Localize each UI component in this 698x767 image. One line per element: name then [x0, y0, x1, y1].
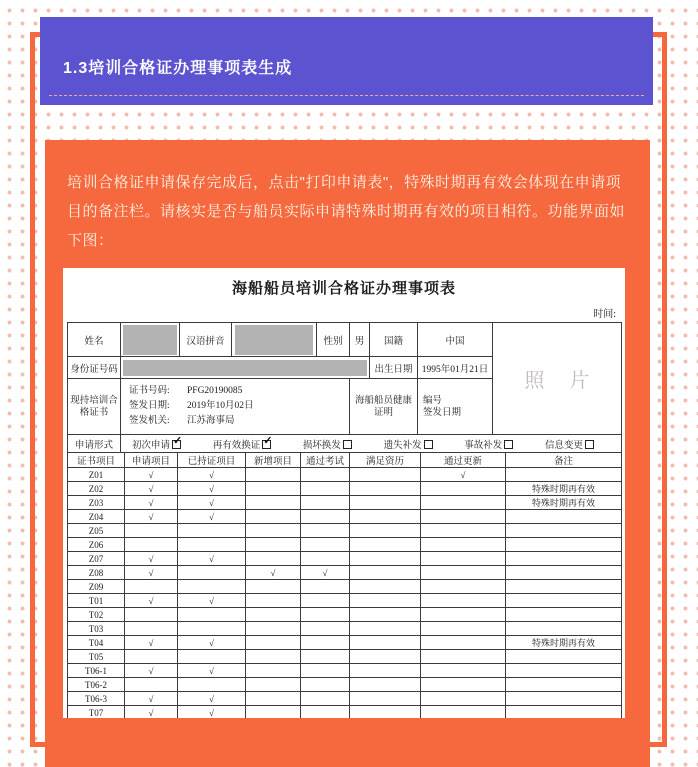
item-remark [506, 692, 622, 706]
apply-option [212, 434, 273, 451]
item-empty-cell [350, 482, 421, 496]
item-empty-cell [246, 622, 301, 636]
item-check-mark: √ [125, 692, 178, 706]
apply-option [545, 437, 594, 451]
item-empty-cell [246, 496, 301, 510]
item-check-mark: √ [125, 566, 178, 580]
apply-option [464, 437, 513, 451]
item-remark [506, 566, 622, 580]
nationality-label: 国籍 [370, 323, 418, 357]
item-empty-cell [246, 524, 301, 538]
issue-date-label: 签发日期: [129, 401, 170, 411]
apply-option-label: 事故补发 [464, 440, 503, 451]
item-empty-cell [178, 678, 246, 692]
id-number-label: 身份证号码 [68, 357, 121, 379]
item-code: Z04 [68, 510, 125, 524]
items-row [68, 622, 622, 636]
item-code: T01 [68, 594, 125, 608]
item-empty-cell [350, 552, 421, 566]
item-empty-cell [125, 650, 178, 664]
item-empty-cell [246, 664, 301, 678]
item-check-mark: √ [178, 636, 246, 650]
item-empty-cell [125, 622, 178, 636]
item-empty-cell [421, 482, 506, 496]
item-empty-cell [178, 566, 246, 580]
item-remark [506, 538, 622, 552]
checkbox-unchecked-icon [424, 440, 433, 449]
checkbox-unchecked-icon [585, 440, 594, 449]
item-empty-cell [125, 608, 178, 622]
items-row [68, 468, 622, 482]
item-empty-cell [301, 482, 350, 496]
item-remark [506, 608, 622, 622]
apply-option-label: 再有效换证 [212, 440, 261, 451]
item-remark [506, 552, 622, 566]
item-empty-cell [350, 636, 421, 650]
item-empty-cell [178, 650, 246, 664]
apply-option-label: 初次申请 [132, 440, 171, 451]
items-row [68, 650, 622, 664]
item-empty-cell [178, 538, 246, 552]
apply-type-label: 申请形式 [68, 435, 121, 453]
item-empty-cell [246, 510, 301, 524]
pinyin-value-redacted [232, 323, 317, 357]
item-code: T06-3 [68, 692, 125, 706]
item-empty-cell [125, 580, 178, 594]
items-row [68, 524, 622, 538]
item-empty-cell [301, 650, 350, 664]
item-empty-cell [301, 524, 350, 538]
item-check-mark: √ [178, 594, 246, 608]
pinyin-label: 汉语拼音 [180, 323, 232, 357]
item-empty-cell [246, 482, 301, 496]
item-empty-cell [350, 664, 421, 678]
item-check-mark: √ [421, 468, 506, 482]
item-empty-cell [421, 538, 506, 552]
gender-value: 男 [350, 323, 370, 357]
item-empty-cell [350, 608, 421, 622]
item-empty-cell [301, 706, 350, 719]
checkbox-unchecked-icon [504, 440, 513, 449]
item-empty-cell [246, 468, 301, 482]
item-empty-cell [178, 580, 246, 594]
items-row [68, 636, 622, 650]
item-remark [506, 678, 622, 692]
item-empty-cell [421, 636, 506, 650]
personal-info-table [67, 322, 622, 435]
photo-placeholder: 照 片 [493, 323, 622, 435]
item-remark [506, 650, 622, 664]
item-check-mark: √ [125, 636, 178, 650]
items-row [68, 608, 622, 622]
items-row [68, 538, 622, 552]
item-empty-cell [301, 594, 350, 608]
item-empty-cell [246, 678, 301, 692]
cert-items-table [67, 452, 622, 718]
item-empty-cell [178, 608, 246, 622]
items-row [68, 678, 622, 692]
health-cert-label: 海船船员健康证明 [350, 379, 418, 435]
items-column-header: 满足资历 [350, 453, 421, 468]
redaction-box [123, 325, 177, 355]
item-empty-cell [301, 496, 350, 510]
current-cert-label: 现持培训合格证书 [68, 379, 121, 435]
item-empty-cell [246, 594, 301, 608]
item-code: Z07 [68, 552, 125, 566]
apply-option [132, 434, 183, 451]
checkbox-checked-icon [172, 434, 183, 449]
item-empty-cell [350, 566, 421, 580]
items-row [68, 510, 622, 524]
item-empty-cell [350, 650, 421, 664]
items-column-header: 申请项目 [125, 453, 178, 468]
nationality-value: 中国 [418, 323, 493, 357]
item-check-mark: √ [125, 594, 178, 608]
item-empty-cell [421, 580, 506, 594]
health-date-label: 签发日期 [423, 407, 462, 418]
items-column-header: 已持证项目 [178, 453, 246, 468]
form-screenshot [63, 268, 625, 718]
checkbox-checked-icon [262, 434, 273, 449]
items-row [68, 692, 622, 706]
item-empty-cell [421, 594, 506, 608]
item-empty-cell [301, 510, 350, 524]
item-empty-cell [246, 636, 301, 650]
item-check-mark: √ [301, 566, 350, 580]
item-check-mark: √ [178, 496, 246, 510]
item-empty-cell [246, 538, 301, 552]
item-empty-cell [301, 580, 350, 594]
item-empty-cell [421, 706, 506, 719]
item-empty-cell [421, 552, 506, 566]
item-empty-cell [125, 678, 178, 692]
item-empty-cell [301, 468, 350, 482]
items-row [68, 552, 622, 566]
item-check-mark: √ [178, 482, 246, 496]
item-empty-cell [350, 510, 421, 524]
item-code: T02 [68, 608, 125, 622]
apply-option-label: 信息变更 [544, 440, 583, 451]
item-empty-cell [301, 622, 350, 636]
item-remark [506, 510, 622, 524]
item-empty-cell [125, 524, 178, 538]
current-cert-details [121, 379, 350, 435]
items-column-header: 证书项目 [68, 453, 125, 468]
item-empty-cell [178, 622, 246, 636]
health-cert-fields [418, 379, 493, 435]
content-panel [45, 140, 650, 767]
item-empty-cell [301, 608, 350, 622]
apply-option [303, 437, 352, 451]
apply-type-options [121, 435, 622, 453]
id-number-redacted [121, 357, 370, 379]
items-row [68, 594, 622, 608]
item-empty-cell [350, 538, 421, 552]
item-empty-cell [421, 622, 506, 636]
item-check-mark: √ [125, 468, 178, 482]
item-code: T04 [68, 636, 125, 650]
item-remark [506, 622, 622, 636]
item-remark [506, 664, 622, 678]
cert-no-label: 证书号码: [129, 386, 170, 396]
section-banner [40, 17, 653, 105]
item-remark [506, 468, 622, 482]
item-empty-cell [421, 608, 506, 622]
items-row [68, 566, 622, 580]
items-column-header: 新增项目 [246, 453, 301, 468]
item-empty-cell [350, 706, 421, 719]
item-check-mark: √ [125, 706, 178, 719]
items-row [68, 580, 622, 594]
items-row [68, 496, 622, 510]
items-column-header: 通过更新 [421, 453, 506, 468]
form-title: 海船船员培训合格证办理事项表 [231, 281, 456, 297]
item-check-mark: √ [178, 468, 246, 482]
section-title: 1.3培训合格证办理事项表生成 [63, 60, 293, 77]
item-code: Z05 [68, 524, 125, 538]
item-code: Z01 [68, 468, 125, 482]
item-code: Z02 [68, 482, 125, 496]
item-empty-cell [350, 594, 421, 608]
item-code: Z09 [68, 580, 125, 594]
item-check-mark: √ [125, 510, 178, 524]
item-empty-cell [301, 552, 350, 566]
item-remark: 特殊时期再有效 [506, 482, 622, 496]
item-code: T03 [68, 622, 125, 636]
items-column-header: 备注 [506, 453, 622, 468]
check-mark-icon: ✓ [173, 434, 183, 447]
issue-org-label: 签发机关: [129, 416, 170, 426]
checkbox-unchecked-icon [343, 440, 352, 449]
item-check-mark: √ [178, 692, 246, 706]
item-remark [506, 706, 622, 719]
birth-date-value: 1995年01月21日 [418, 357, 493, 379]
item-empty-cell [246, 650, 301, 664]
item-empty-cell [421, 510, 506, 524]
item-code: T06-2 [68, 678, 125, 692]
item-empty-cell [350, 468, 421, 482]
redaction-box [235, 325, 314, 355]
cert-no-value: PFG20190085 [187, 386, 243, 396]
item-code: T05 [68, 650, 125, 664]
redaction-box [123, 360, 367, 376]
name-value-redacted [121, 323, 180, 357]
item-empty-cell [421, 524, 506, 538]
issue-date-value: 2019年10月02日 [187, 401, 254, 411]
item-code: Z06 [68, 538, 125, 552]
item-check-mark: √ [178, 664, 246, 678]
items-row [68, 664, 622, 678]
item-empty-cell [350, 622, 421, 636]
item-empty-cell [246, 552, 301, 566]
health-no-label: 编号 [423, 395, 443, 406]
items-row [68, 706, 622, 719]
item-check-mark: √ [125, 664, 178, 678]
gender-label: 性别 [317, 323, 350, 357]
apply-option-label: 遗失补发 [383, 440, 422, 451]
apply-option-label: 损坏换发 [302, 440, 341, 451]
item-code: T06-1 [68, 664, 125, 678]
items-header-row [68, 453, 622, 468]
item-empty-cell [350, 524, 421, 538]
item-check-mark: √ [246, 566, 301, 580]
item-remark: 特殊时期再有效 [506, 636, 622, 650]
item-code: Z08 [68, 566, 125, 580]
items-row [68, 482, 622, 496]
item-empty-cell [246, 608, 301, 622]
item-code: T07 [68, 706, 125, 719]
item-empty-cell [301, 538, 350, 552]
item-empty-cell [246, 692, 301, 706]
item-check-mark: √ [178, 706, 246, 719]
item-empty-cell [350, 678, 421, 692]
apply-option [384, 437, 433, 451]
item-check-mark: √ [125, 552, 178, 566]
item-empty-cell [421, 566, 506, 580]
item-remark [506, 594, 622, 608]
item-empty-cell [301, 664, 350, 678]
item-empty-cell [301, 678, 350, 692]
item-empty-cell [350, 580, 421, 594]
item-empty-cell [421, 664, 506, 678]
item-empty-cell [125, 538, 178, 552]
item-empty-cell [421, 692, 506, 706]
item-empty-cell [301, 636, 350, 650]
item-check-mark: √ [178, 510, 246, 524]
item-empty-cell [421, 496, 506, 510]
item-check-mark: √ [178, 552, 246, 566]
item-remark [506, 524, 622, 538]
item-check-mark: √ [125, 482, 178, 496]
item-empty-cell [246, 706, 301, 719]
item-empty-cell [421, 678, 506, 692]
item-empty-cell [350, 692, 421, 706]
item-check-mark: √ [125, 496, 178, 510]
item-remark [506, 580, 622, 594]
item-empty-cell [301, 692, 350, 706]
items-column-header: 通过考试 [301, 453, 350, 468]
item-remark: 特殊时期再有效 [506, 496, 622, 510]
time-label: 时间: [593, 309, 616, 320]
item-empty-cell [421, 650, 506, 664]
apply-type-table [67, 434, 622, 453]
check-mark-icon: ✓ [263, 434, 273, 447]
dashed-divider [49, 95, 644, 96]
item-empty-cell [246, 580, 301, 594]
name-label: 姓名 [68, 323, 121, 357]
intro-paragraph: 培训合格证申请保存完成后，点击"打印申请表"，特殊时期再有效会体现在申请项目的备注栏。请核实是否与船员实际申请特殊时期再有效的项目相符。功能界面如下图： [67, 174, 626, 249]
item-empty-cell [178, 524, 246, 538]
item-empty-cell [350, 496, 421, 510]
birth-date-label: 出生日期 [370, 357, 418, 379]
issue-org-value: 江苏海事局 [187, 416, 235, 426]
item-code: Z03 [68, 496, 125, 510]
